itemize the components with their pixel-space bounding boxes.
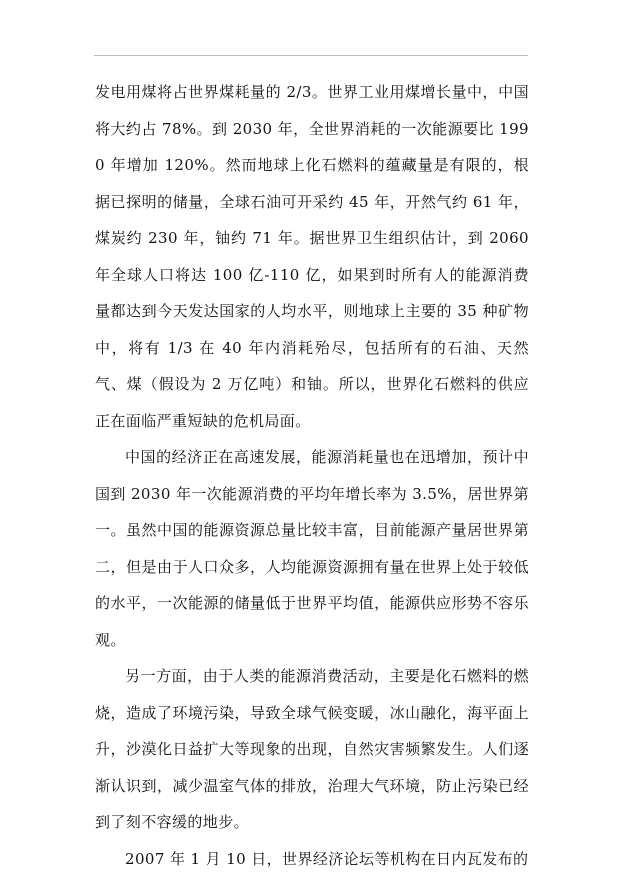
paragraph-world-economic-forum: 2007 年 1 月 10 日，世界经济论坛等机构在日内瓦发布的: [125, 849, 529, 868]
paragraph-china-energy: 中国的经济正在高速发展，能源消耗量也在迅增加，预计中国到 2030 年一次能源消费的平均年增长率为 3.5%，居世界第一。虽然中国的能源资源总量比较丰富，目前能源产量居世界第二，但是由于人口众多，人均能源资源拥有量在世界上处于较低的水平，一次能源的储量低于世界平均值，能源供应形势不容乐观。: [95, 448, 529, 649]
document-body: [95, 74, 529, 877]
paragraph-environmental-impact: 另一方面，由于人类的能源消费活动，主要是化石燃料的燃烧，造成了环境污染，导致全球气候变暖，冰山融化，海平面上升，沙漠化日益扩大等现象的出现，自然灾害频繁发生。人们逐渐认识到，减少温室气体的排放，治理大气环境，防止污染已经到了刻不容缓的地步。: [95, 667, 529, 831]
header-rule: [94, 55, 528, 56]
paragraph-fossil-fuel-reserves: 发电用煤将占世界煤耗量的 2/3。世界工业用煤增长量中，中国将大约占 78%。到 2030 年，全世界消耗的一次能源要比 1990 年增加 120%。然而地球上化石燃料的蕴藏量是有限的，根据已探明的储量，全球石油可开采约 45 年，开然气约 61 年，煤炭约 230 年，铀约 71 年。据世界卫生组织估计，到 2060 年全球人口将达 100 亿-110 亿，如果到时所有人的能源消费量都达到今天发达国家的人均水平，则地球上主要的 35 种矿物中，将有 1/3 在 40 年内消耗殆尽，包括所有的石油、天然气、煤（假设为 2 万亿吨）和铀。所以，世界化石燃料的供应正在面临严重短缺的危机局面。: [95, 83, 529, 430]
